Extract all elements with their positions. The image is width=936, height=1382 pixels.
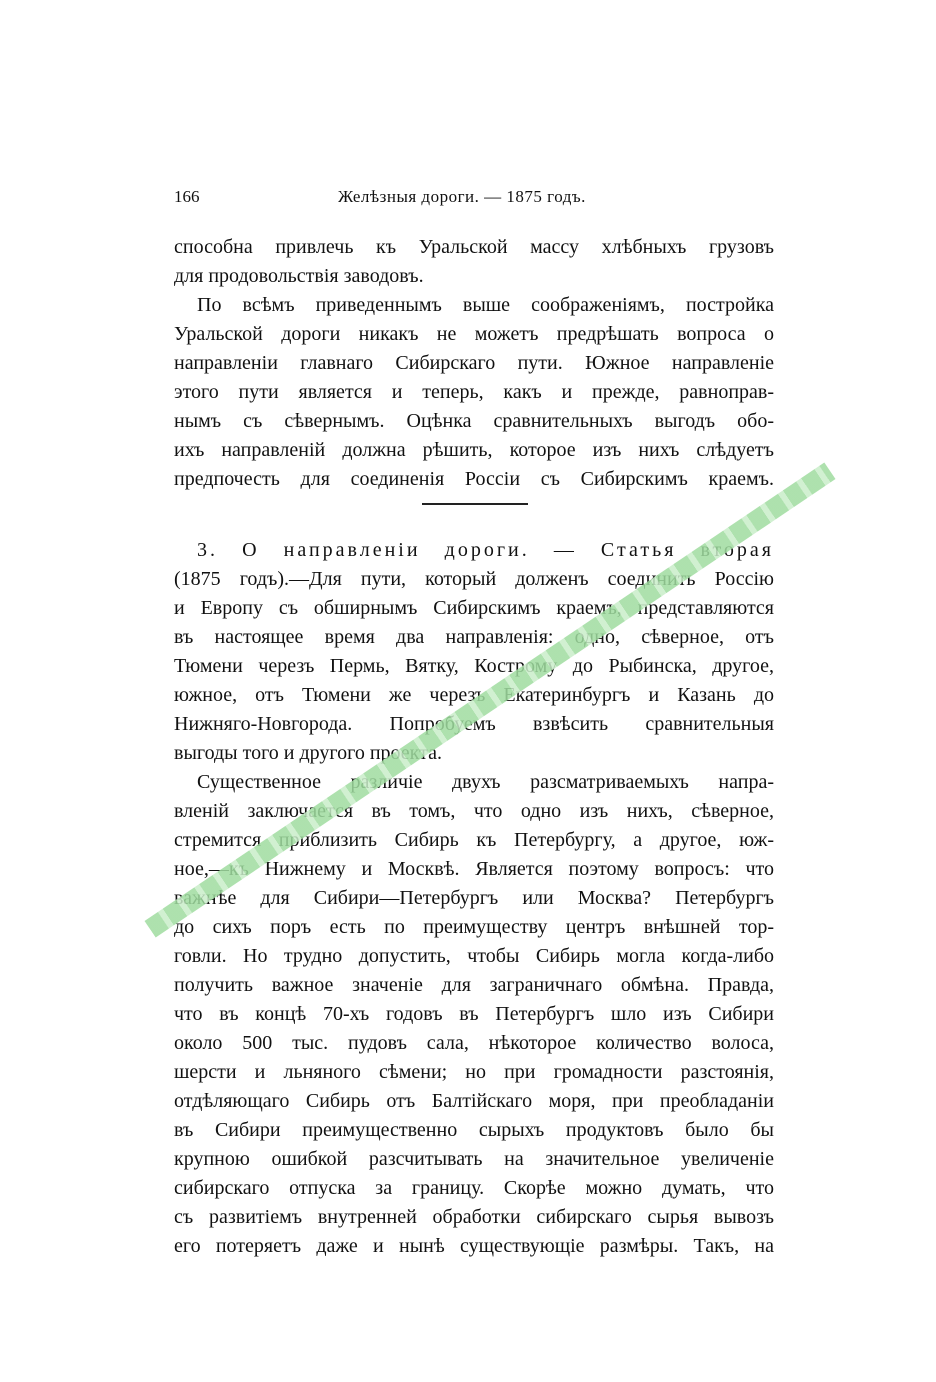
text-line: отдѣляющаго Сибирь отъ Балтійскаго моря, при преобладаніи <box>174 1090 774 1112</box>
text-line: южное, отъ Тюмени же черезъ Екатеринбургъ и Казань до <box>174 684 774 706</box>
text-line: ихъ направленій должна рѣшить, которое изъ нихъ слѣдуетъ <box>174 439 774 461</box>
text-line: Существенное различіе двухъ разсматриваемыхъ напра- <box>197 771 774 793</box>
text-line: около 500 тыс. пудовъ сала, нѣкоторое количество волоса, <box>174 1032 774 1054</box>
text-line: нымъ съ сѣвернымъ. Оцѣнка сравнительныхъ выгодъ обо- <box>174 410 774 432</box>
text-line: шерсти и льняного сѣмени; но при громадности разстоянія, <box>174 1061 774 1083</box>
text-line: до сихъ поръ есть по преимуществу центръ внѣшней тор- <box>174 916 774 938</box>
text-line: По всѣмъ приведеннымъ выше соображеніямъ, постройка <box>197 294 774 316</box>
text-line: стремится приблизить Сибирь къ Петербургу, а другое, юж- <box>174 829 774 851</box>
text-line: получить важное значеніе для заграничнаго обмѣна. Правда, <box>174 974 774 996</box>
text-line: (1875 годъ).—Для пути, который долженъ соединить Россію <box>174 568 774 590</box>
text-line: что въ концѣ 70-хъ годовъ въ Петербургъ шло изъ Сибири <box>174 1003 774 1025</box>
text-line: предпочесть для соединенія Россіи съ Сибирскимъ краемъ. <box>174 468 774 490</box>
text-line: Тюмени черезъ Пермь, Вятку, Кострому до Рыбинска, другое, <box>174 655 774 677</box>
text-line: Нижняго-Новгорода. Попробуемъ взвѣсить сравнительныя <box>174 713 774 735</box>
text-line: Уральской дороги никакъ не можетъ предрѣшать вопроса о <box>174 323 774 345</box>
text-line: важнѣе для Сибири—Петербургъ или Москва? Петербургъ <box>174 887 774 909</box>
page-number: 166 <box>174 187 200 206</box>
text-line: для продовольствія заводовъ. <box>174 265 424 287</box>
text-line: способна привлечь къ Уральской массу хлѣбныхъ грузовъ <box>174 236 774 258</box>
text-line: въ Сибири преимущественно сырыхъ продуктовъ было бы <box>174 1119 774 1141</box>
text-line: этого пути является и теперь, какъ и прежде, равноправ- <box>174 381 774 403</box>
text-line: съ развитіемъ внутренней обработки сибирскаго сырья вывозъ <box>174 1206 774 1228</box>
text-line: говли. Но трудно допустить, чтобы Сибирь могла когда-либо <box>174 945 774 967</box>
running-header <box>174 184 774 210</box>
text-line: направленіи главнаго Сибирскаго пути. Южное направленіе <box>174 352 774 374</box>
text-line: ное,—къ Нижнему и Москвѣ. Является поэтому вопросъ: что <box>174 858 774 880</box>
text-line: крупною ошибкой разсчитывать на значительное увеличеніе <box>174 1148 774 1170</box>
text-line: его потеряетъ даже и нынѣ существующіе размѣры. Такъ, на <box>174 1235 774 1257</box>
section-divider <box>422 503 528 505</box>
text-line: и Европу съ обширнымъ Сибирскимъ краемъ, представляются <box>174 597 774 619</box>
section-heading: 3. О направленіи дороги. — Статья вторая <box>197 539 774 561</box>
text-line: выгоды того и другого проекта. <box>174 742 442 764</box>
text-line: вленій заключается въ томъ, что одно изъ нихъ, сѣверное, <box>174 800 774 822</box>
running-title: Желѣзныя дороги. — 1875 годъ. <box>338 187 586 206</box>
text-line: сибирскаго отпуска за границу. Скорѣе можно думать, что <box>174 1177 774 1199</box>
text-line: въ настоящее время два направленія: одно, сѣверное, отъ <box>174 626 774 648</box>
